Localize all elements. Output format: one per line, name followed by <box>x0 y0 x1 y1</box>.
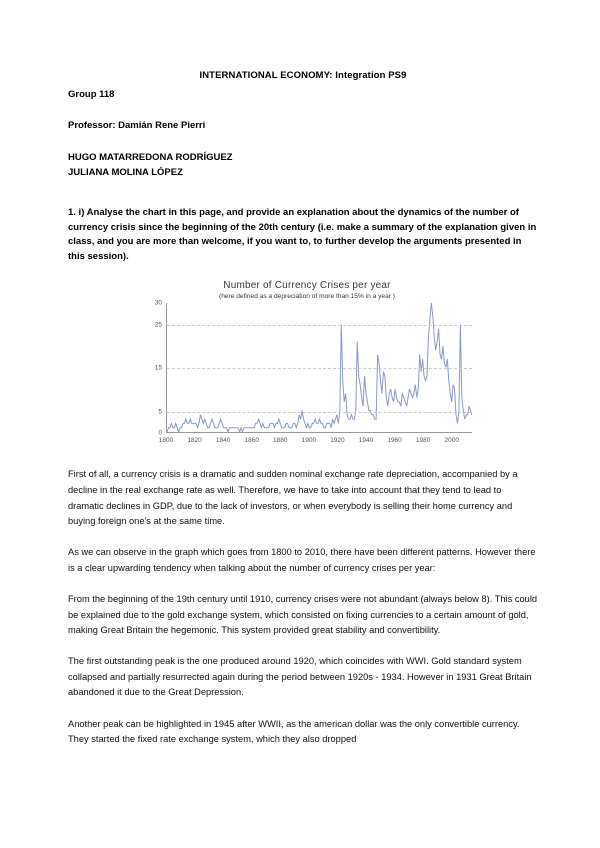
chart-y-tick-label: 30 <box>154 299 162 307</box>
paragraph-1: First of all, a currency crisis is a dramatic and sudden nominal exchange rate depreciation, accompanied by a decline in the real exchange rate as well. Therefore, we have to take into account that they tend to lead to dramatic declines in GDP, due to the lack of investors, or when everybody is selling their home currency and buying foreign one's at the same time. <box>68 469 518 527</box>
chart-y-tick-label: 15 <box>154 364 162 372</box>
chart-x-tick-label: 1960 <box>387 437 402 445</box>
paragraph-3: From the beginning of the 19th century until 1910, currency crises were not abundant (always below 8). This could be explained due to the gold exchange system, which consisted on fixing currencies to a certain amount of gold, making Great Britain the hegemonic. This system provided great stability and convertibility. <box>68 593 538 636</box>
document-content <box>68 0 538 763</box>
chart-y-tick-label: 5 <box>158 408 162 416</box>
currency-crises-chart <box>134 280 472 453</box>
chart-x-tick-label: 1820 <box>187 437 202 445</box>
chart-x-tick-label: 1940 <box>358 437 374 445</box>
chart-x-tick-label: 1920 <box>330 437 345 445</box>
page-title: INTERNATIONAL ECONOMY: Integration PS9 <box>199 70 407 81</box>
paragraph-4: The first outstanding peak is the one produced around 1920, which coincides with WWI. Gold standard system collapsed and partially resurrected again during the period between 1920s - 1934. However in 1931 Great Britain abandoned it due to the Great Depression. <box>68 656 532 698</box>
paragraph-2: As we can observe in the graph which goes from 1800 to 2010, there have been different patterns. However there is a clear upwarding tendency when talking about the number of currency crises per year: <box>68 547 536 573</box>
chart-y-tick-label: 25 <box>154 321 162 329</box>
chart-gridline <box>167 412 472 413</box>
chart-x-tick-label: 1800 <box>158 437 174 445</box>
chart-gridline <box>167 368 472 369</box>
chart-y-tick-label: 0 <box>158 429 162 437</box>
group-label: Group 118 <box>68 89 115 100</box>
chart-x-tick-label: 1840 <box>215 437 231 445</box>
author-name-2: JULIANA MOLINA LÓPEZ <box>68 166 183 178</box>
author-list <box>68 131 538 180</box>
chart-subtitle: (here defined as a depreciation of more than 15% in a year ) <box>219 293 395 301</box>
chart-x-tick-label: 1860 <box>244 437 259 445</box>
chart-x-tick-label: 1880 <box>273 437 288 445</box>
chart-x-axis-labels <box>158 435 472 449</box>
chart-x-tick-label: 1980 <box>415 437 431 445</box>
chart-y-axis-labels <box>142 299 164 437</box>
chart-gridline <box>167 325 472 326</box>
body-paragraphs <box>68 453 538 747</box>
chart-x-tick-label: 1900 <box>301 437 317 445</box>
author-name-1: HUGO MATARREDONA RODRÍGUEZ <box>68 152 233 163</box>
paragraph-5: Another peak can be highlighted in 1945 after WWII, as the american dollar was the only convertible currency. They started the fixed rate exchange system, which they also dropped <box>68 718 520 745</box>
professor-label: Professor: Damián Rene Pierri <box>68 120 206 131</box>
chart-x-tick-label: 2000 <box>444 437 459 445</box>
chart-plot-area <box>166 303 472 433</box>
question-prompt: 1. i) Analyse the chart in this page, and provide an explanation about the dynamics of the number of currency crisis since the beginning of the 20th century (i.e. make a summary of the explanation given in class, and you are more than welcome, if you want to, to further develop the arguments presented in this session). <box>68 207 537 262</box>
chart-plot-outer <box>142 299 472 453</box>
chart-title: Number of Currency Crises per year <box>223 280 391 292</box>
